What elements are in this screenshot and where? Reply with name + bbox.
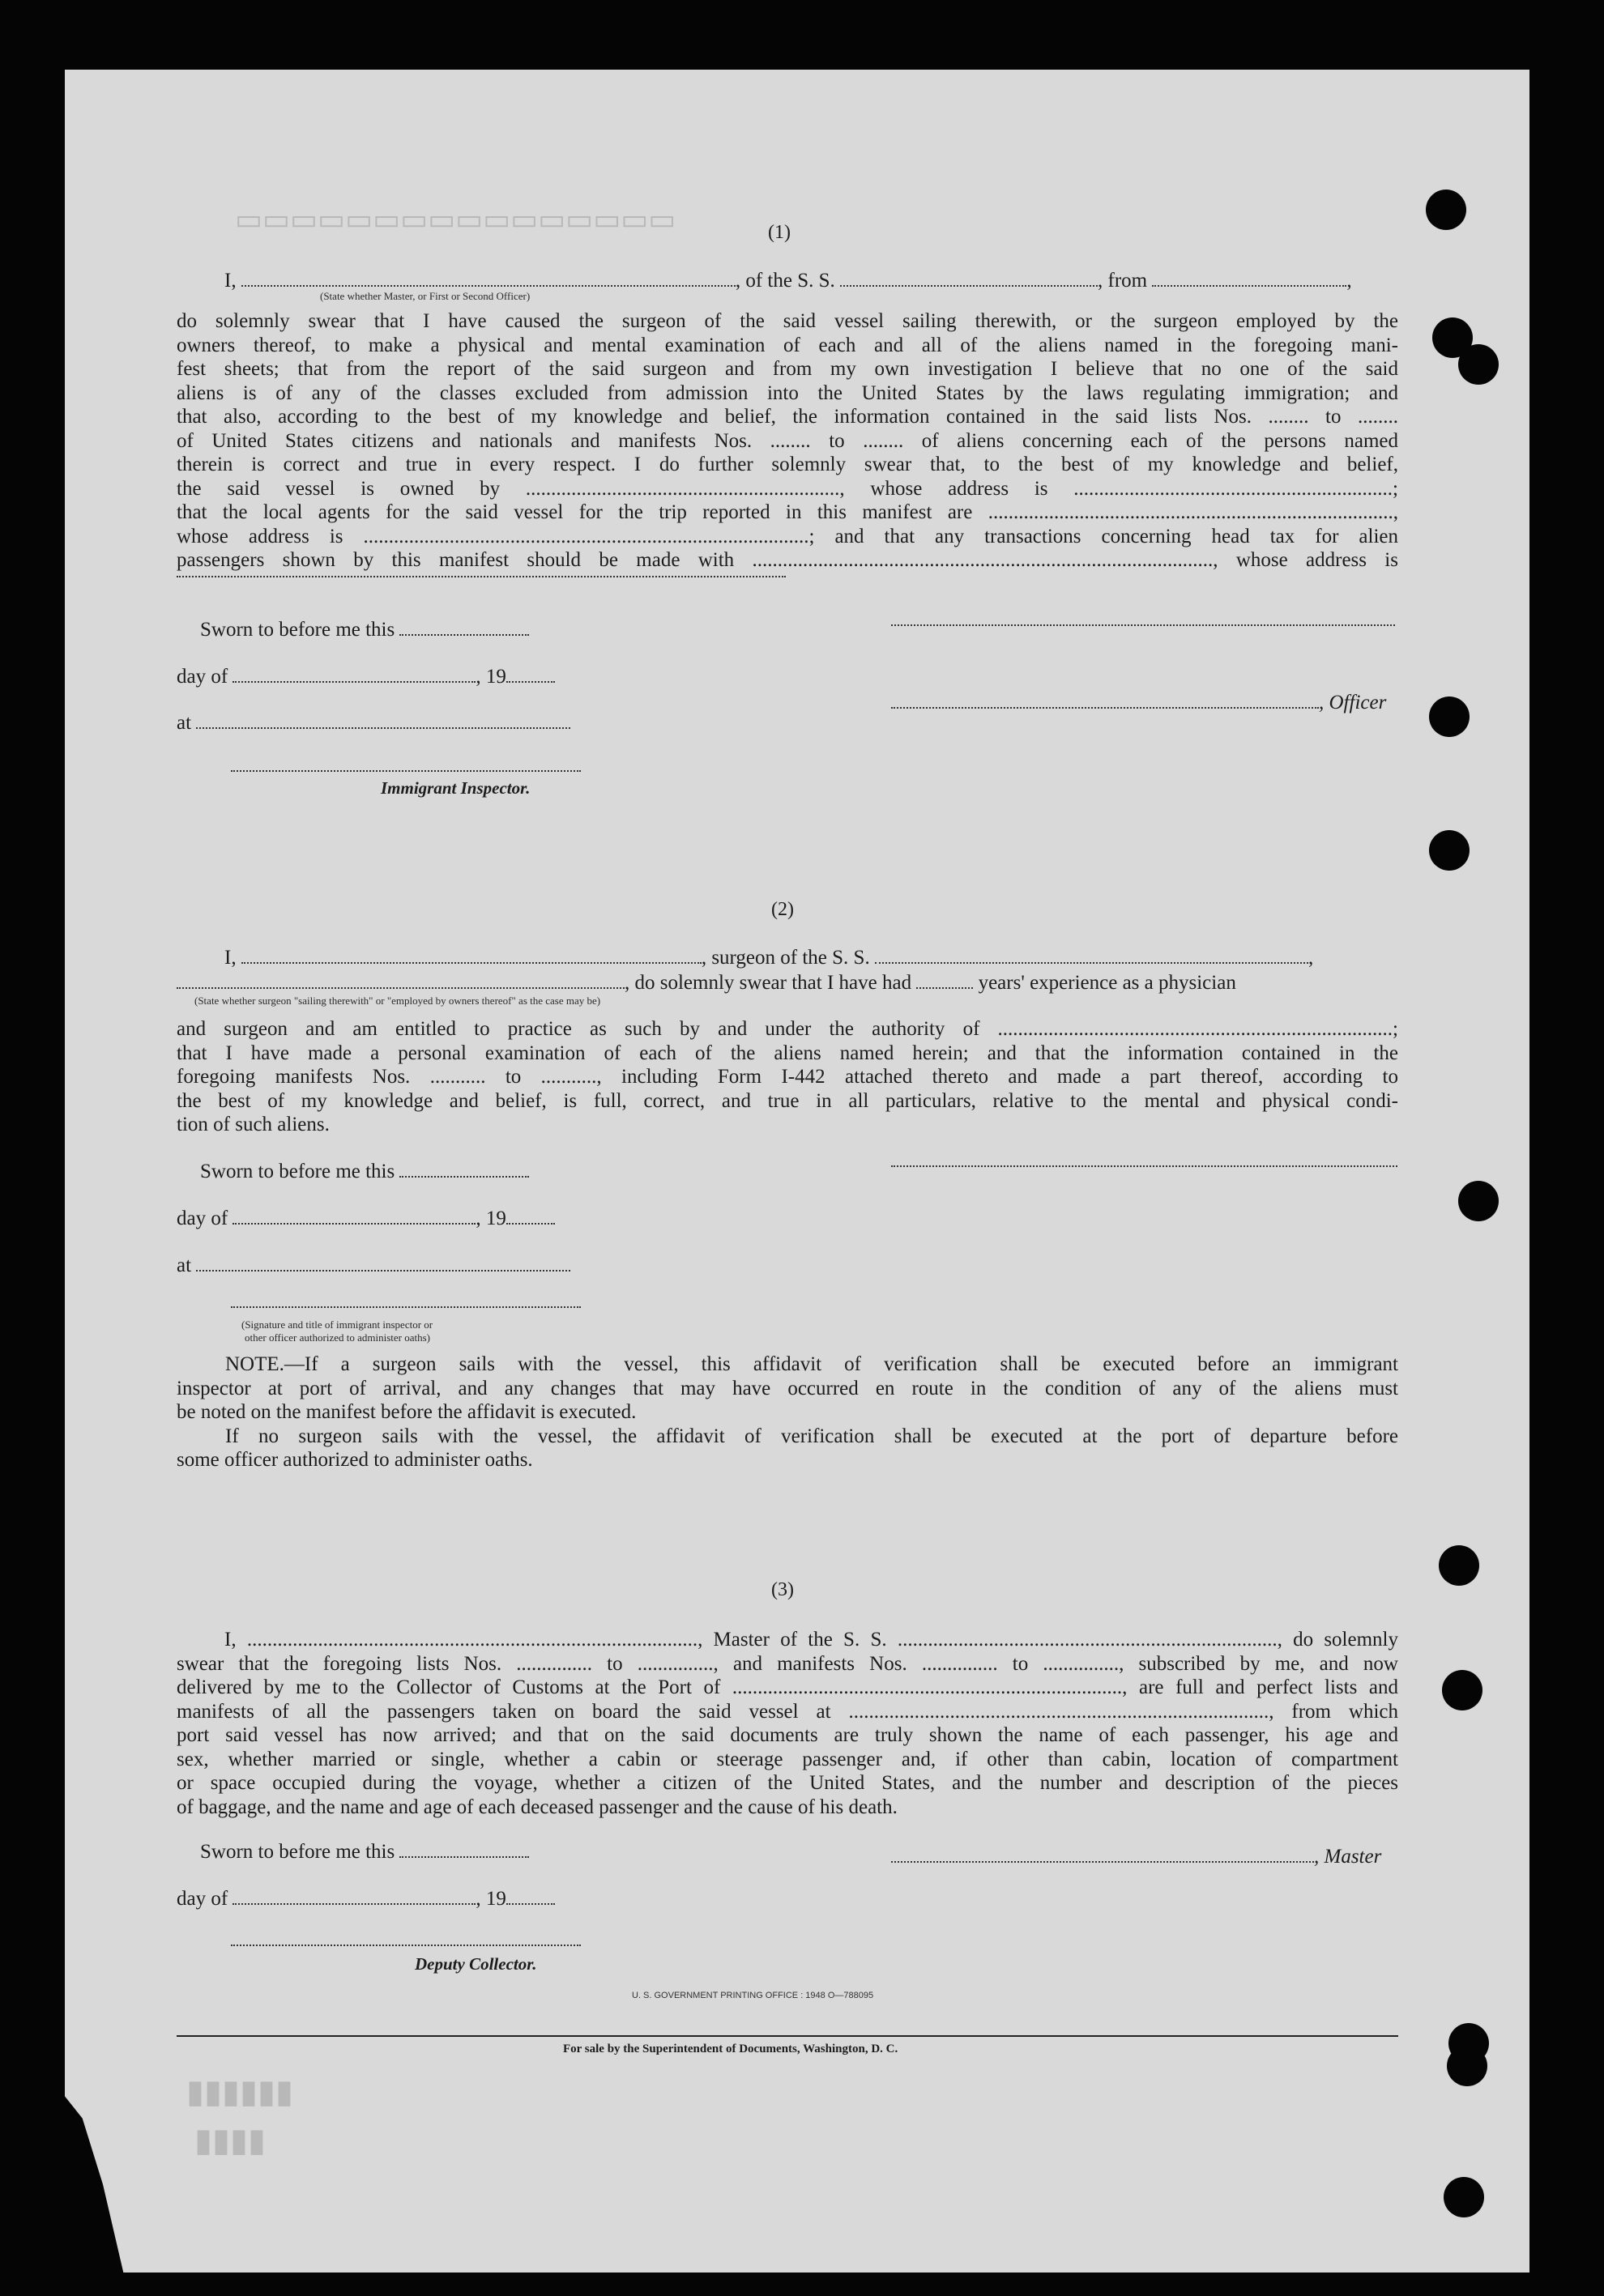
at-line: [177, 1254, 570, 1278]
punch-hole: [1429, 830, 1470, 871]
paragraph-line: manifests of all the passengers taken on board the said vessel at ..................................................................................., from which: [177, 1700, 1398, 1723]
year-blank: [506, 1889, 555, 1905]
paragraph-line: or space occupied during the voyage, whether a citizen of the United States, and the number and description of the pieces: [177, 1772, 1398, 1794]
inspector-signature-blank: [231, 769, 581, 772]
text: Sworn to before me this: [200, 1841, 395, 1863]
day-line: [177, 1207, 555, 1231]
bleed-through-mark: ▮▮▮▮▮▮: [186, 2074, 294, 2110]
section-number: (2): [771, 899, 794, 920]
footer-rule: [177, 2035, 1398, 2037]
signature-blank: [891, 624, 1395, 626]
text: Sworn to before me this: [200, 619, 395, 641]
paragraph-line: whose address is ........................................................................................; and that any transactions concerning head tax for alien: [177, 525, 1398, 547]
punch-hole: [1458, 344, 1499, 385]
paragraph-line: therein is correct and true in every respect. I do further solemnly swear that, to the best of my knowledge and belief,: [177, 454, 1398, 475]
paragraph-line: the said vessel is owned by .............................................................., whose address is ...............................................................;: [177, 477, 1398, 500]
place-blank: [196, 1255, 570, 1272]
text: , from: [1098, 270, 1148, 292]
printing-office-imprint: U. S. GOVERNMENT PRINTING OFFICE : 1948 O—788095: [632, 1991, 874, 2000]
bleed-through-mark: ▮▮▮▮: [194, 2123, 267, 2158]
paragraph-line: port said vessel has now arrived; and that on the said documents are truly shown the name of each passenger, his age and: [177, 1724, 1398, 1746]
field-caption: (State whether surgeon "sailing therewith" or "employed by owners thereof" as the case may be): [194, 995, 601, 1007]
punch-hole: [1444, 2177, 1484, 2217]
officer-signature-blank: [891, 692, 1319, 709]
paragraph-line: tion of such aliens.: [177, 1114, 330, 1135]
punch-hole: [1447, 2046, 1487, 2086]
bleed-through-mark: ▭▭▭▭▭▭▭▭▭▭▭▭▭▭▭▭: [235, 202, 676, 236]
surgeon-line-2: [177, 971, 1398, 995]
paragraph-line: the best of my knowledge and belief, is full, correct, and true in all particulars, relative to the mental and physical condi-: [177, 1089, 1398, 1112]
text: day of: [177, 666, 228, 688]
day-line: [177, 665, 555, 689]
signature-blank: [891, 1165, 1397, 1167]
day-line: [177, 1887, 555, 1911]
note-line: some officer authorized to administer oaths.: [177, 1449, 533, 1471]
place-blank: [196, 713, 570, 729]
collector-label: Deputy Collector.: [415, 1954, 537, 1974]
sworn-line: [200, 1840, 529, 1864]
text: , 19: [476, 666, 506, 688]
punch-hole: [1429, 696, 1470, 737]
text: day of: [177, 1888, 228, 1910]
oath-line: I, , of the S. S. , from ,: [224, 270, 1352, 292]
paragraph-line: delivered by me to the Collector of Customs at the Port of ............................................................................., are full and perfect lists and: [177, 1676, 1398, 1698]
inspector-label: Immigrant Inspector.: [381, 778, 531, 798]
address-blank: [177, 575, 786, 577]
date-blank: [399, 1161, 529, 1178]
sworn-line: [200, 618, 529, 642]
text: Sworn to before me this: [200, 1161, 395, 1182]
text: , 19: [476, 1888, 506, 1910]
punch-hole: [1442, 1670, 1482, 1710]
punch-hole: [1458, 1181, 1499, 1221]
officer-label: , Officer: [1319, 692, 1387, 714]
year-blank: [506, 1208, 555, 1225]
surgeon-name-blank: [241, 948, 702, 964]
year-blank: [506, 667, 555, 683]
sworn-line: [200, 1160, 529, 1184]
surgeon-line: I, , surgeon of the S. S. ,: [224, 947, 1314, 969]
text: , do solemnly swear that I have had: [625, 972, 912, 994]
surgeon-paragraph: [177, 1017, 1398, 1137]
paragraph-line: that the local agents for the said vessel for the trip reported in this manifest are ................................................................................,: [177, 501, 1398, 523]
field-caption: (State whether Master, or First or Second Officer): [320, 290, 531, 302]
oath-paragraph: [177, 309, 1398, 573]
paragraph-line: swear that the foregoing lists Nos. ............... to ..............., and manifests Nos. ............... to ..............., subscribed by me, and now: [177, 1652, 1398, 1675]
paragraph-line: I, ........................................................................................., Master of the S. S. ..........................................................................., do solemnly: [224, 1629, 1398, 1651]
paragraph-line: foregoing manifests Nos. ........... to ..........., including Form I-442 attached thereto and made a part thereof, according to: [177, 1066, 1398, 1088]
text: I,: [224, 947, 237, 969]
signature-caption: other officer authorized to administer oaths): [245, 1331, 430, 1344]
signature-caption: (Signature and title of immigrant inspector or: [241, 1318, 433, 1331]
day-blank: [232, 667, 476, 683]
paragraph-line: sex, whether married or single, whether a cabin or steerage passenger and, if other than cabin, location of compartment: [177, 1748, 1398, 1770]
text: I,: [224, 270, 237, 292]
paragraph-line: of baggage, and the name and age of each deceased passenger and the cause of his death.: [177, 1795, 898, 1818]
paragraph-line: that also, according to the best of my knowledge and belief, the information contained in the said lists Nos. ........ to ........: [177, 406, 1398, 428]
origin-port-blank: [1152, 270, 1346, 287]
note-line: If no surgeon sails with the vessel, the affidavit of verification shall be executed at the port of departure before: [225, 1425, 1398, 1447]
section-number: (1): [768, 222, 791, 243]
footer-sale-note: For sale by the Superintendent of Documents, Washington, D. C.: [563, 2043, 898, 2055]
punch-hole: [1439, 1545, 1479, 1586]
officer-signature-blank: [231, 1306, 581, 1308]
note-paragraph: [177, 1352, 1398, 1472]
punch-hole: [1426, 190, 1466, 230]
paragraph-line: owners thereof, to make a physical and mental examination of each and all of the aliens named in the foregoing mani-: [177, 334, 1398, 356]
note-line: NOTE.—If a surgeon sails with the vessel, this affidavit of verification shall be executed before an immigrant: [225, 1353, 1398, 1375]
date-blank: [399, 1842, 529, 1858]
paragraph-line: fest sheets; that from the report of the said surgeon and from my own investigation I believe that no one of the said: [177, 358, 1398, 380]
master-signature-blank: [891, 1847, 1314, 1863]
paragraph-line: of United States citizens and nationals and manifests Nos. ........ to ........ of aliens concerning each of the persons named: [177, 429, 1398, 452]
officer-line: [891, 691, 1386, 715]
text: years' experience as a physician: [978, 972, 1236, 994]
years-blank: [916, 973, 973, 989]
surgeon-status-blank: [177, 973, 625, 989]
paragraph-line: that I have made a personal examination of each of the aliens named herein; and that the information contained in the: [177, 1042, 1398, 1064]
vessel-name-blank: [840, 270, 1098, 287]
master-label: , Master: [1314, 1846, 1382, 1868]
text: at: [177, 1254, 192, 1276]
note-line: inspector at port of arrival, and any changes that may have occurred en route in the condition of any of the aliens must: [177, 1377, 1398, 1399]
officer-rank-blank: [241, 270, 736, 287]
note-line: be noted on the manifest before the affidavit is executed.: [177, 1401, 637, 1423]
text: at: [177, 712, 192, 734]
date-blank: [399, 620, 529, 636]
master-paragraph: [177, 1628, 1398, 1819]
text: , of the S. S.: [735, 270, 835, 292]
master-line: [891, 1845, 1381, 1869]
section-number: (3): [771, 1579, 794, 1600]
paragraph-line: do solemnly swear that I have caused the surgeon of the said vessel sailing therewith, or the surgeon employed by the: [177, 310, 1398, 332]
paragraph-line: and surgeon and am entitled to practice as such by and under the authority of ..............................................................................;: [177, 1018, 1398, 1040]
day-blank: [232, 1208, 476, 1225]
at-line: [177, 711, 570, 735]
text: , surgeon of the S. S.: [701, 947, 870, 969]
paragraph-line: aliens is of any of the classes excluded from admission into the United States by the laws regulating immigration; and: [177, 381, 1398, 404]
text: , 19: [476, 1208, 506, 1229]
paragraph-line: passengers shown by this manifest should be made with ..........................................................................................., whose address is: [177, 549, 1398, 571]
collector-signature-blank: [231, 1944, 581, 1946]
text: day of: [177, 1208, 228, 1229]
vessel-name-blank: [875, 948, 1308, 964]
day-blank: [232, 1889, 476, 1905]
